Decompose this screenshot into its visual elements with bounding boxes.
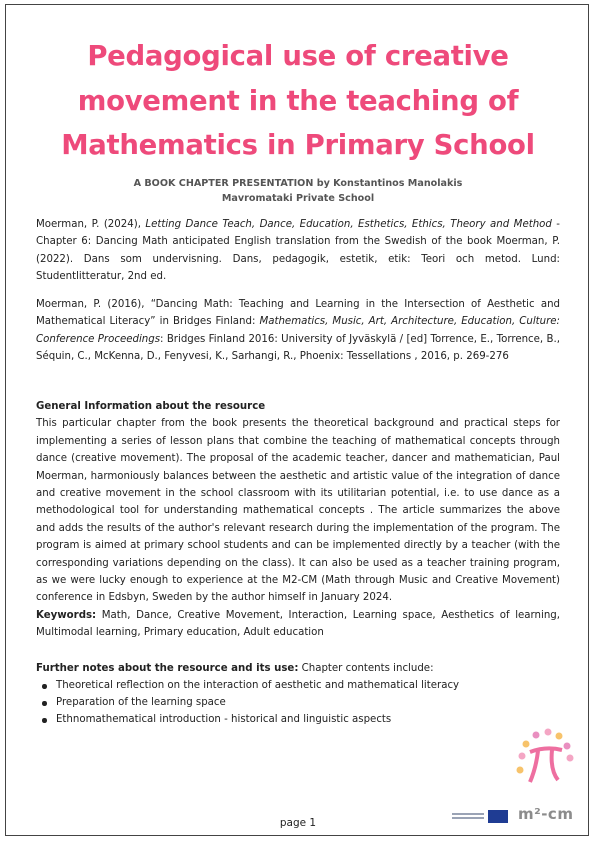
logo-dot bbox=[567, 755, 574, 762]
logo-dot bbox=[556, 733, 563, 740]
subtitle bbox=[0, 176, 596, 206]
further-notes-section bbox=[36, 660, 560, 728]
reference-2-author: Moerman, P. (2016), “Dancing Math: Teaching and Learning in the Intersection of Aesthetic and Mathematical Literacy” in Bridges Finland: bbox=[36, 299, 560, 328]
logo-dot bbox=[517, 767, 524, 774]
general-information-section bbox=[36, 398, 560, 642]
reference-2-title: Mathematics, Music, Art, Architecture, Education, Culture: Conference Proceedings bbox=[36, 316, 560, 345]
list-item: Theoretical reflection on the interaction of aesthetic and mathematical literacy bbox=[56, 677, 560, 694]
page-number: page 1 bbox=[279, 817, 317, 829]
reference-2-details: : Bridges Finland 2016: University of Jyväskylä / [ed] Torrence, E., Torrence, B., Séquin, C., McKenna, D., Fenyvesi, K., Sarhangi, R., Phoenix: Tessellations , 2016, p. 269-276 bbox=[36, 333, 560, 363]
keywords-list: Math, Dance, Creative Movement, Interaction, Learning space, Aesthetics of learning, Multimodal learning, Primary education, Adult education bbox=[36, 609, 560, 639]
subtitle-author: A BOOK CHAPTER PRESENTATION by Konstantinos Manolakis bbox=[133, 178, 463, 189]
general-information-body: This particular chapter from the book presents the theoretical background and practical steps for implementing a series of lesson plans that combine the teaching of mathematical concepts through dance (creative movement). The proposal of the academic teacher, dancer and mathematician, Paul Moerman, harmoniously balances between the aesthetic and artistic value of the integration of dance and creative movement in the school classroom with its utilitarian potential, i.e. to use dance as a methodological tool for understanding mathematical concepts . The article summarizes the above and adds the results of the author's relevant research during the implementation of the program. The program is aimed at primary school students and can be implemented directly by a teacher (with the corresponding variations depending on the class). It can also be used as a teacher training program, as we were lucky enough to experience at the M2-CM (Math through Music and Creative Movement) conference in Edsbyn, Sweden by the author himself in January 2024. bbox=[36, 418, 560, 604]
pi-bar bbox=[530, 748, 562, 752]
reference-2 bbox=[36, 296, 560, 366]
general-information-heading: General Information about the resource bbox=[36, 401, 266, 412]
pi-left-leg bbox=[530, 751, 538, 782]
m2cm-pi-logo bbox=[512, 726, 576, 798]
reference-1-details: - Chapter 6: Dancing Math anticipated English translation from the Swedish of the book Moerman, P. (2022). Dans som undervisning. Dans, pedagogik, estetik, etik: Teori och metod. Lund: Studentlitteratur, 2nd ed. bbox=[36, 219, 560, 283]
further-notes-intro: Chapter contents include: bbox=[298, 663, 434, 674]
list-item: Ethnomathematical introduction - historical and linguistic aspects bbox=[56, 711, 560, 728]
logo-dot bbox=[533, 732, 540, 739]
reference-1 bbox=[36, 216, 560, 286]
page-title bbox=[0, 34, 596, 168]
title-line-2: movement in the teaching of bbox=[77, 84, 519, 117]
logo-dot bbox=[519, 753, 526, 760]
list-item: Preparation of the learning space bbox=[56, 694, 560, 711]
title-line-3: Mathematics in Primary School bbox=[61, 129, 535, 161]
title-line-1: Pedagogical use of creative bbox=[87, 40, 509, 72]
pi-right-leg bbox=[552, 750, 558, 780]
reference-1-author: Moerman, P. (2024), bbox=[36, 219, 146, 230]
keywords bbox=[36, 607, 560, 642]
eu-logo-text bbox=[452, 813, 484, 815]
logo-dot bbox=[564, 743, 571, 750]
subtitle-school: Mavromataki Private School bbox=[221, 193, 375, 204]
reference-1-title: Letting Dance Teach, Dance, Education, Esthetics, Ethics, Theory and Method bbox=[145, 219, 552, 230]
chapter-contents-list bbox=[36, 677, 560, 728]
logo-dot bbox=[545, 729, 552, 736]
logo-dot bbox=[523, 741, 530, 748]
keywords-label: Keywords: bbox=[36, 609, 97, 621]
further-notes-heading: Further notes about the resource and its use: bbox=[36, 663, 299, 674]
m2cm-logo-text: m²-cm bbox=[518, 805, 574, 823]
